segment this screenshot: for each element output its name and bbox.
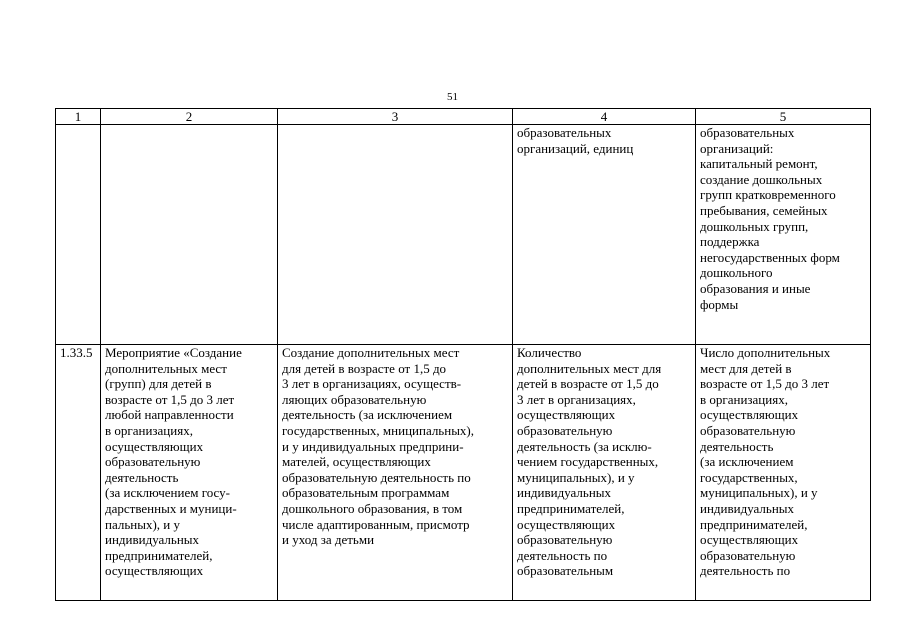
- number-cell: [56, 345, 101, 601]
- measure-cell: [101, 125, 278, 345]
- cell-text-line: формы: [700, 296, 739, 312]
- cell-text-line: создание дошкольных: [700, 171, 823, 187]
- cell-text-line: возрасте от 1,5 до 3 лет: [700, 376, 830, 392]
- cell-text-line: в организациях,: [105, 422, 193, 438]
- cell-text-line: осуществляющих: [517, 516, 616, 532]
- table-row: [56, 345, 871, 601]
- cell-text-line: поддержка: [700, 234, 760, 250]
- cell-text-line: дополнительных мест для: [517, 360, 662, 376]
- cell-text-line: деятельность: [700, 438, 774, 454]
- cell-text-line: предпринимателей,: [517, 500, 625, 516]
- cell-text-line: (за исключением госу-: [105, 485, 230, 501]
- cell-text-line: осуществляющих: [517, 407, 616, 423]
- cell-text-line: осуществляющих: [700, 407, 799, 423]
- column-header-3: 3: [278, 109, 513, 125]
- cell-text-line: 3 лет в организациях, осуществ-: [282, 376, 462, 392]
- cell-text-line: ляющих образовательную: [282, 391, 427, 407]
- cell-text-line: образовательную: [517, 532, 613, 548]
- cell-text-line: пальных), и у: [105, 516, 180, 532]
- cell-text-line: пребывания, семейных: [700, 202, 828, 218]
- cell-text-line: осуществляющих: [700, 532, 799, 548]
- cell-text-line: организаций, единиц: [517, 140, 634, 156]
- cell-text-line: образовательную: [700, 547, 796, 563]
- description-cell: [278, 345, 513, 601]
- cell-text-line: дарственных и муници-: [105, 500, 237, 516]
- cell-text-line: мателей, осуществляющих: [282, 454, 431, 470]
- cell-text-line: индивидуальных: [105, 532, 200, 548]
- header-row: [56, 109, 871, 125]
- cell-text-line: индивидуальных: [517, 485, 612, 501]
- cell-text-line: 1.33.5: [60, 345, 93, 360]
- cell-text-line: деятельность (за исклю-: [517, 438, 652, 454]
- cell-text-line: образовательным программам: [282, 485, 450, 501]
- cell-text-line: государственных, мниципальных),: [282, 422, 475, 438]
- cell-text-line: дошкольных групп,: [700, 218, 809, 234]
- cell-text-line: осуществляющих: [105, 438, 204, 454]
- measure-cell: [101, 345, 278, 601]
- column-header-4: 4: [513, 109, 696, 125]
- number-cell: [56, 125, 101, 345]
- cell-text-line: государственных,: [700, 469, 798, 485]
- cell-text-line: Количество: [517, 345, 582, 360]
- cell-text-line: групп кратковременного: [700, 187, 836, 203]
- column-header-2: 2: [101, 109, 278, 125]
- cell-text-line: деятельность: [105, 469, 179, 485]
- cell-text-line: детей в возрасте от 1,5 до: [517, 376, 659, 392]
- cell-text-line: образовательным: [517, 563, 614, 579]
- table-row: [56, 125, 871, 345]
- cell-text-line: деятельность (за исключением: [282, 407, 453, 423]
- cell-text-line: дополнительных мест: [105, 360, 227, 376]
- description-cell: [278, 125, 513, 345]
- result-cell: [696, 345, 871, 601]
- indicator-cell: [513, 345, 696, 601]
- cell-text-line: возрасте от 1,5 до 3 лет: [105, 391, 235, 407]
- cell-text-line: образования и иные: [700, 280, 811, 296]
- cell-text-line: организаций:: [700, 140, 774, 156]
- cell-text-line: негосударственных форм: [700, 249, 840, 265]
- cell-text-line: образовательную: [105, 454, 201, 470]
- cell-text-line: (за исключением: [700, 454, 794, 470]
- cell-text-line: любой направленности: [105, 407, 234, 423]
- cell-text-line: чением государственных,: [517, 454, 659, 470]
- indicator-cell: [513, 125, 696, 345]
- cell-text-line: и у индивидуальных предприни-: [282, 438, 464, 454]
- cell-text-line: для детей в возрасте от 1,5 до: [282, 360, 447, 376]
- cell-text-line: дошкольного: [700, 265, 773, 281]
- cell-text-line: Создание дополнительных мест: [282, 345, 460, 360]
- cell-text-line: (групп) для детей в: [105, 376, 212, 392]
- result-cell: [696, 125, 871, 345]
- cell-text-line: образовательную деятельность по: [282, 469, 471, 485]
- cell-text-line: образовательных: [700, 125, 795, 140]
- cell-text-line: образовательную: [517, 422, 613, 438]
- cell-text-line: и уход за детьми: [282, 532, 375, 548]
- cell-text-line: капитальный ремонт,: [700, 156, 818, 172]
- cell-text-line: мест для детей в: [700, 360, 792, 376]
- cell-text-line: индивидуальных: [700, 500, 795, 516]
- cell-text-line: муниципальных), и у: [517, 469, 635, 485]
- cell-text-line: деятельность по: [700, 563, 791, 579]
- cell-text-line: Число дополнительных: [700, 345, 831, 360]
- cell-text-line: образовательных: [517, 125, 612, 140]
- page-number: 51: [447, 91, 458, 103]
- column-header-1: 1: [56, 109, 101, 125]
- cell-text-line: предпринимателей,: [105, 547, 213, 563]
- document-table: [55, 108, 871, 601]
- cell-text-line: числе адаптированным, присмотр: [282, 516, 470, 532]
- column-header-5: 5: [696, 109, 871, 125]
- cell-text-line: Мероприятие «Создание: [105, 345, 242, 360]
- cell-text-line: муниципальных), и у: [700, 485, 818, 501]
- cell-text-line: предпринимателей,: [700, 516, 808, 532]
- cell-text-line: в организациях,: [700, 391, 788, 407]
- cell-text-line: осуществляющих: [105, 563, 204, 579]
- cell-text-line: образовательную: [700, 422, 796, 438]
- cell-text-line: дошкольного образования, в том: [282, 500, 463, 516]
- cell-text-line: 3 лет в организациях,: [517, 391, 636, 407]
- cell-text-line: деятельность по: [517, 547, 608, 563]
